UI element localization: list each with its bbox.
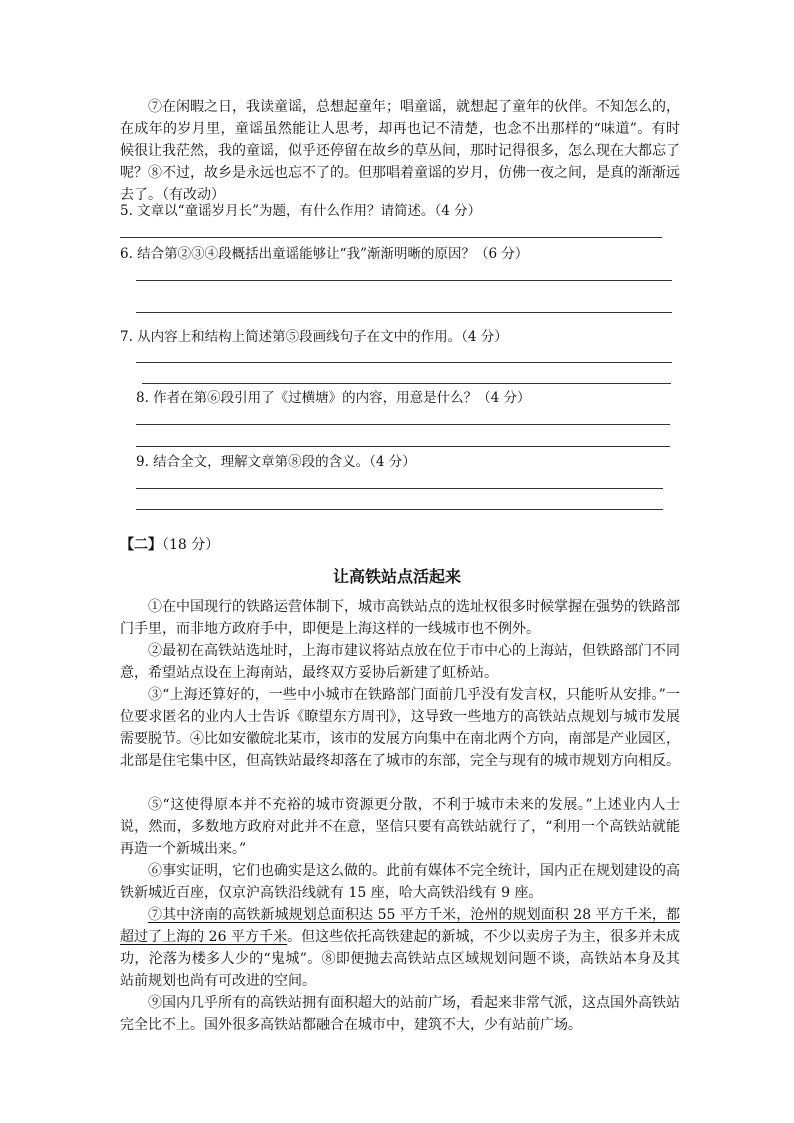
article-paragraph-1: ①在中国现行的铁路运营体制下，城市高铁站点的选址权很多时候掌握在强势的铁路部门手里，而非地方政府手中，即便是上海这样的一线城市也不例外。: [120, 599, 680, 637]
underlined-sentence: ⑦其中济南的高铁新城规划总面积达 55 平方千米，沧州的规划面积 28 平方千米，都超过了上海的 26 平方千米: [120, 907, 680, 945]
article-paragraph-3: ③“上海还算好的，一些中小城市在铁路部门面前几乎没有发言权，只能听从安排。”一位要求匿名的业内人士告诉《瞭望东方周刊》，这导致一些地方的高铁站点规划与城市发展需要脱节。④比如安徽皖北某市，该市的发展方向集中在南北两个方向，南部是产业园区，北部是住宅集中区，但高铁站最终却落在了城市的东部，完全与现有的城市规划方向相反。: [120, 687, 680, 769]
answer-line: [136, 312, 672, 313]
article-paragraph-5: ⑤“这使得原本并不充裕的城市资源更分散，不利于城市未来的发展。”上述业内人士说，然而，多数地方政府对此并不在意，坚信只要有高铁站就行了，“利用一个高铁站就能再造一个新城出来。”: [120, 797, 680, 857]
answer-line: [136, 424, 670, 425]
passage-paragraph-7: ⑦在闲暇之日，我读童谣，总想起童年；唱童谣，就想起了童年的伙伴。不知怎么的，在成年的岁月里，童谣虽然能让人思考，却再也记不清楚，也念不出那样的“味道”。有时候很让我茫然，我的童谣，似乎还停留在故乡的草丛间，那时记得很多，怎么现在大都忘了呢？⑧不过，故乡是永远也忘不了的。但那唱着童谣的岁月，仿佛一夜之间，是真的渐渐远去了。（有改动）: [120, 99, 680, 203]
article-paragraph-2: ②最初在高铁站选址时，上海市建议将站点放在位于市中心的上海站，但铁路部门不同意，希望站点设在上海南站，最终双方妥协后新建了虹桥站。: [120, 643, 680, 681]
answer-line: [136, 446, 670, 447]
answer-line: [136, 280, 672, 281]
answer-line: [136, 362, 672, 363]
article-paragraph-7: [120, 904, 680, 992]
answer-line: [136, 509, 663, 510]
answer-line: [142, 383, 671, 384]
article-title: 让高铁站点活起来: [332, 567, 461, 586]
question-7: 7. 从内容上和结构上简述第⑤段画线句子在文中的作用。（4 分）: [120, 329, 508, 345]
answer-line: [120, 237, 662, 238]
section-score: （18 分）: [162, 537, 220, 553]
section-heading: [120, 535, 219, 555]
paragraph-text: 。但这些依托高铁建起的新城，不少以卖房子为主，很多并未成功，沦落为楼多人少的“鬼城”。⑧即便抛去高铁站点区域规划问题不谈，高铁站本身及其站前规划也尚有可改进的空间。: [120, 929, 680, 989]
answer-line: [136, 488, 663, 489]
article-paragraph-9: ⑨国内几乎所有的高铁站拥有面积超大的站前广场，看起来非常气派，这点国外高铁站完全比不上。国外很多高铁站都融合在城市中，建筑不大，少有站前广场。: [120, 995, 680, 1033]
question-5: 5. 文章以“童谣岁月长”为题，有什么作用？请简述。（4 分）: [120, 203, 482, 219]
section-label: 【二】: [120, 537, 162, 553]
question-8: 8. 作者在第⑥段引用了《过横塘》的内容，用意是什么？（4 分）: [136, 390, 531, 406]
question-6: 6. 结合第②③④段概括出童谣能够让“我”渐渐明晰的原因？（6 分）: [120, 246, 529, 262]
question-9: 9. 结合全文，理解文章第⑧段的含义。（4 分）: [136, 454, 416, 470]
article-paragraph-6: ⑥事实证明，它们也确实是这么做的。此前有媒体不完全统计，国内正在规划建设的高铁新城近百座，仅京沪高铁沿线就有 15 座，哈大高铁沿线有 9 座。: [120, 863, 680, 901]
